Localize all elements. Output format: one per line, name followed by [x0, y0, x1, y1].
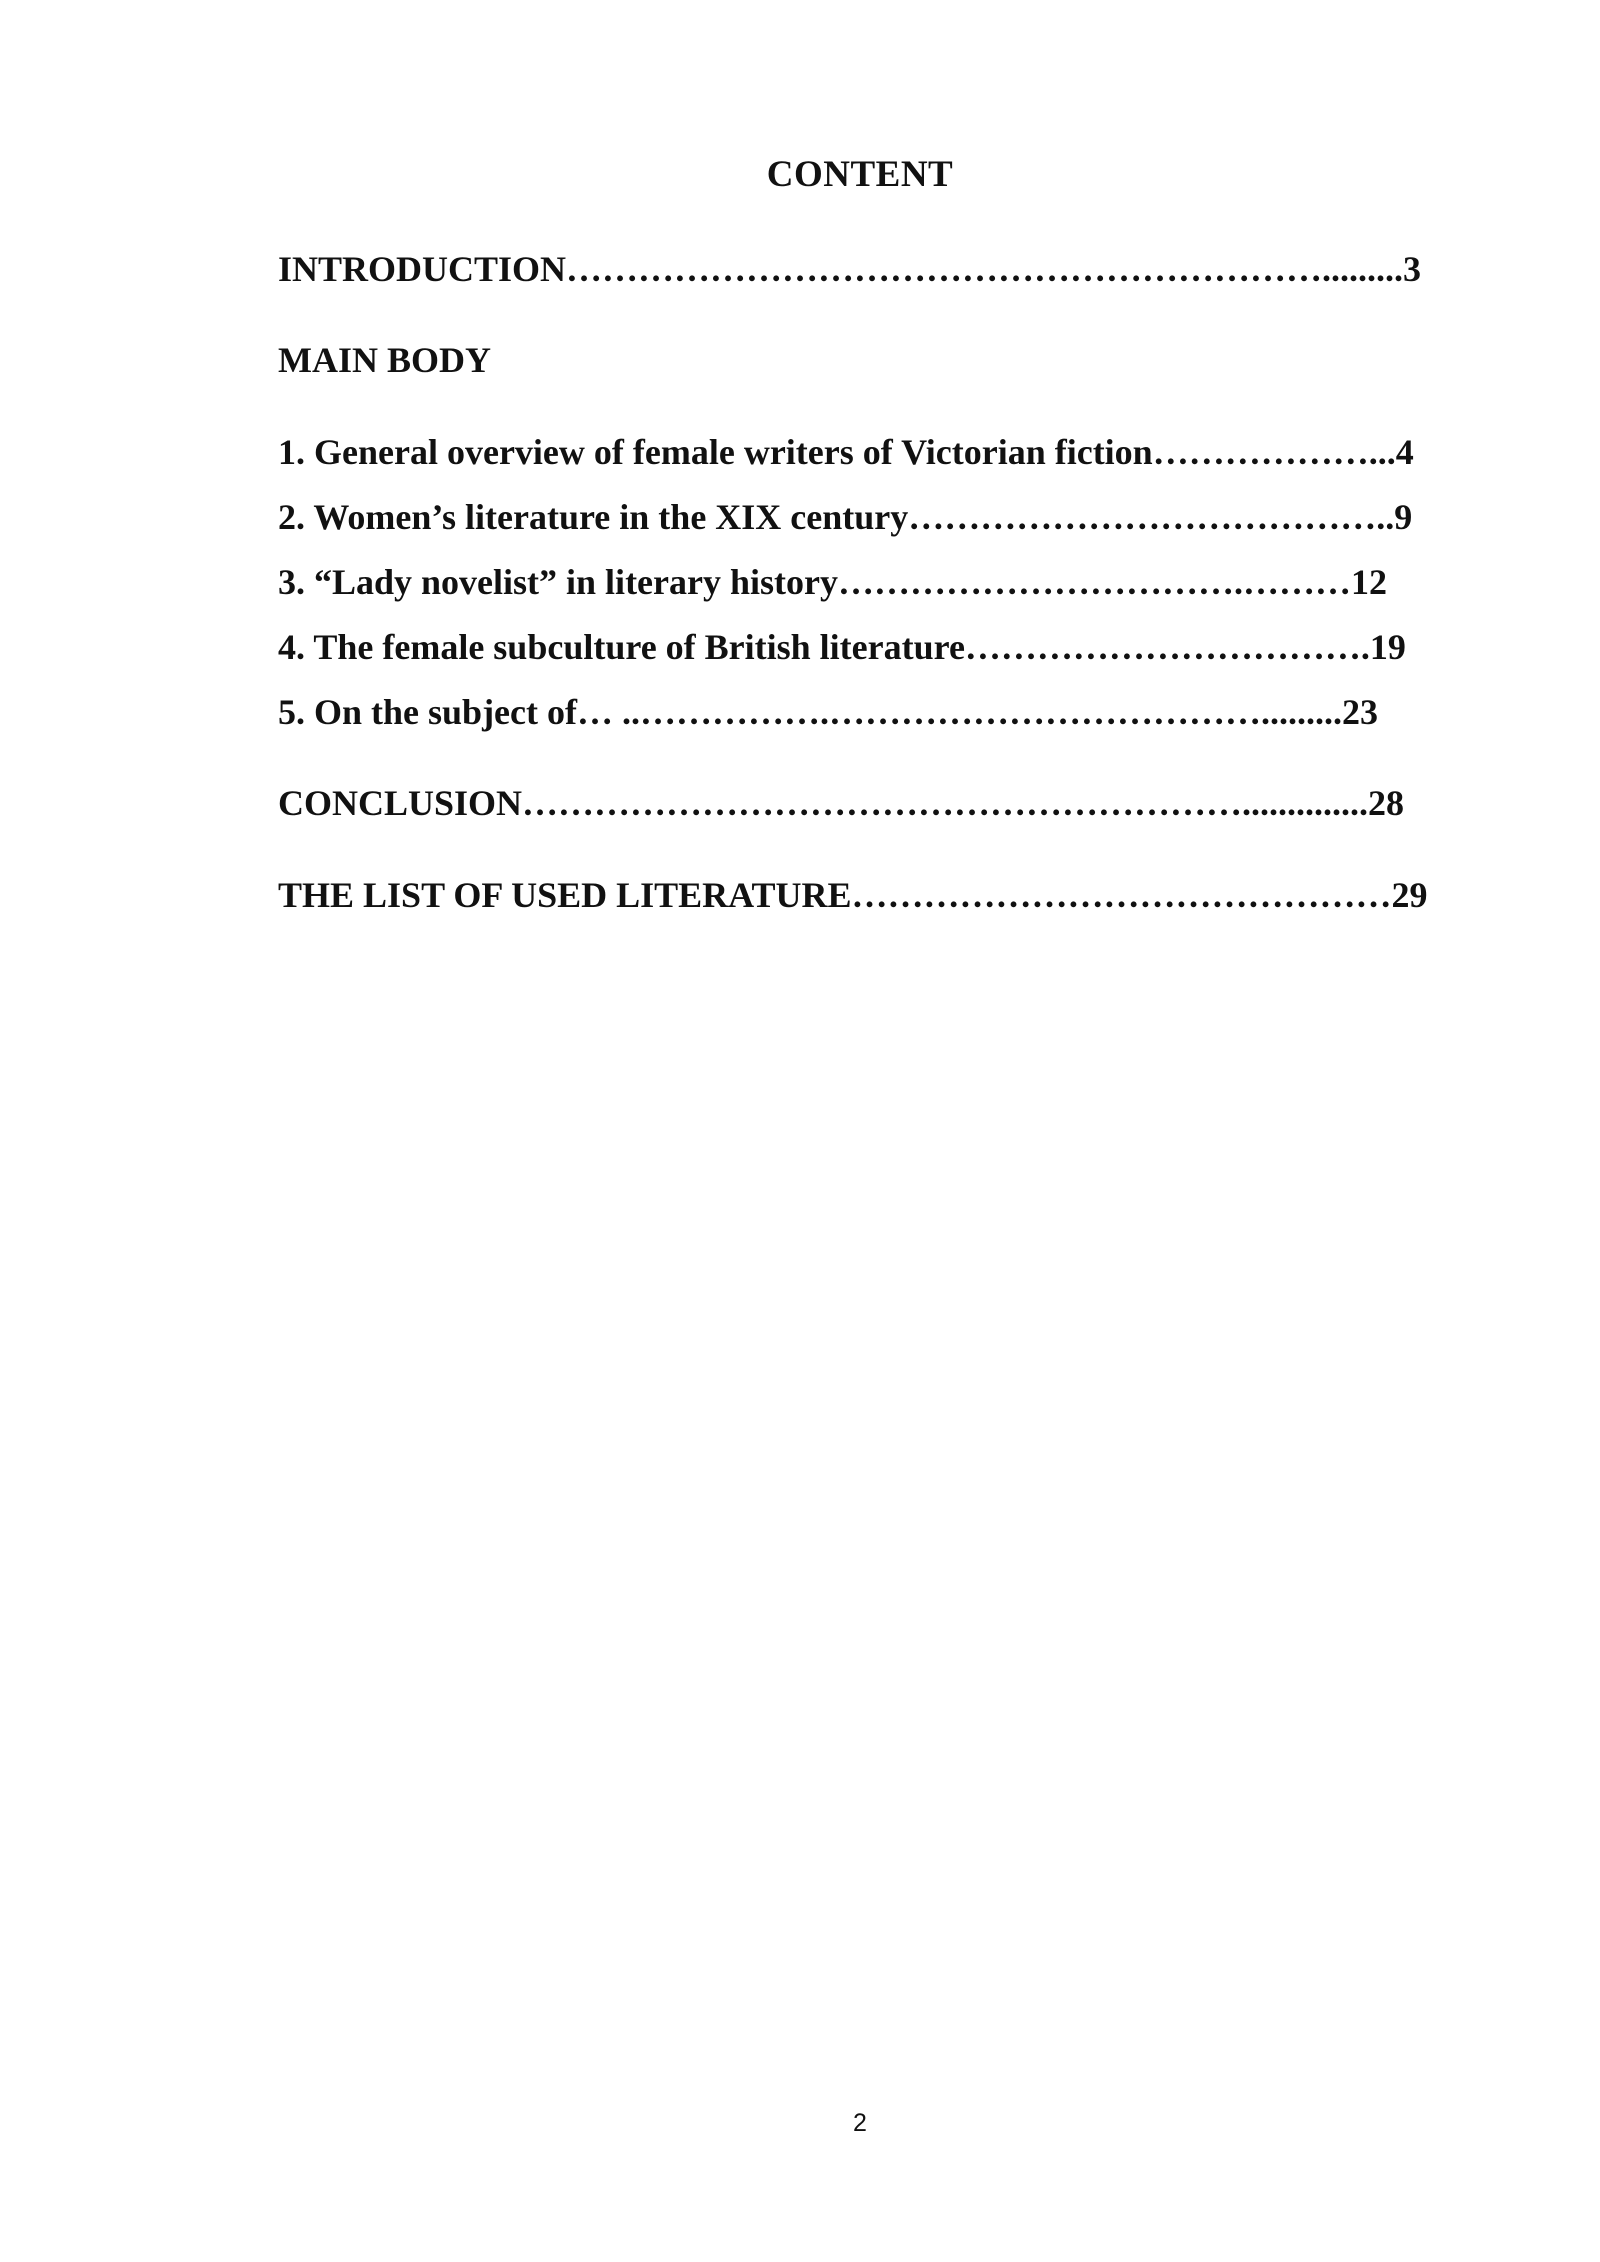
toc-entry-4: 4. The female subculture of British literature…………………………….19: [278, 627, 1406, 667]
page-number: 2: [853, 2109, 867, 2137]
toc-entry-2: 2. Women’s literature in the XIX century…………………………………..9: [278, 497, 1413, 537]
page-title: CONTENT: [766, 154, 954, 195]
toc-entry-introduction: INTRODUCTION……………………………………………………….........3: [278, 249, 1422, 289]
toc-entry-literature: THE LIST OF USED LITERATURE………………………………………29: [278, 875, 1428, 915]
toc-entry-conclusion: CONCLUSION……………………………………………………..............28: [278, 783, 1405, 823]
toc-entry-5: 5. On the subject of… ..…………….……………………………….........23: [278, 692, 1378, 732]
toc-entry-3: 3. “Lady novelist” in literary history…………………………….………12: [278, 562, 1387, 602]
toc-heading-main-body: MAIN BODY: [278, 340, 491, 380]
toc-entry-1: 1. General overview of female writers of Victorian fiction………………...4: [278, 432, 1414, 472]
